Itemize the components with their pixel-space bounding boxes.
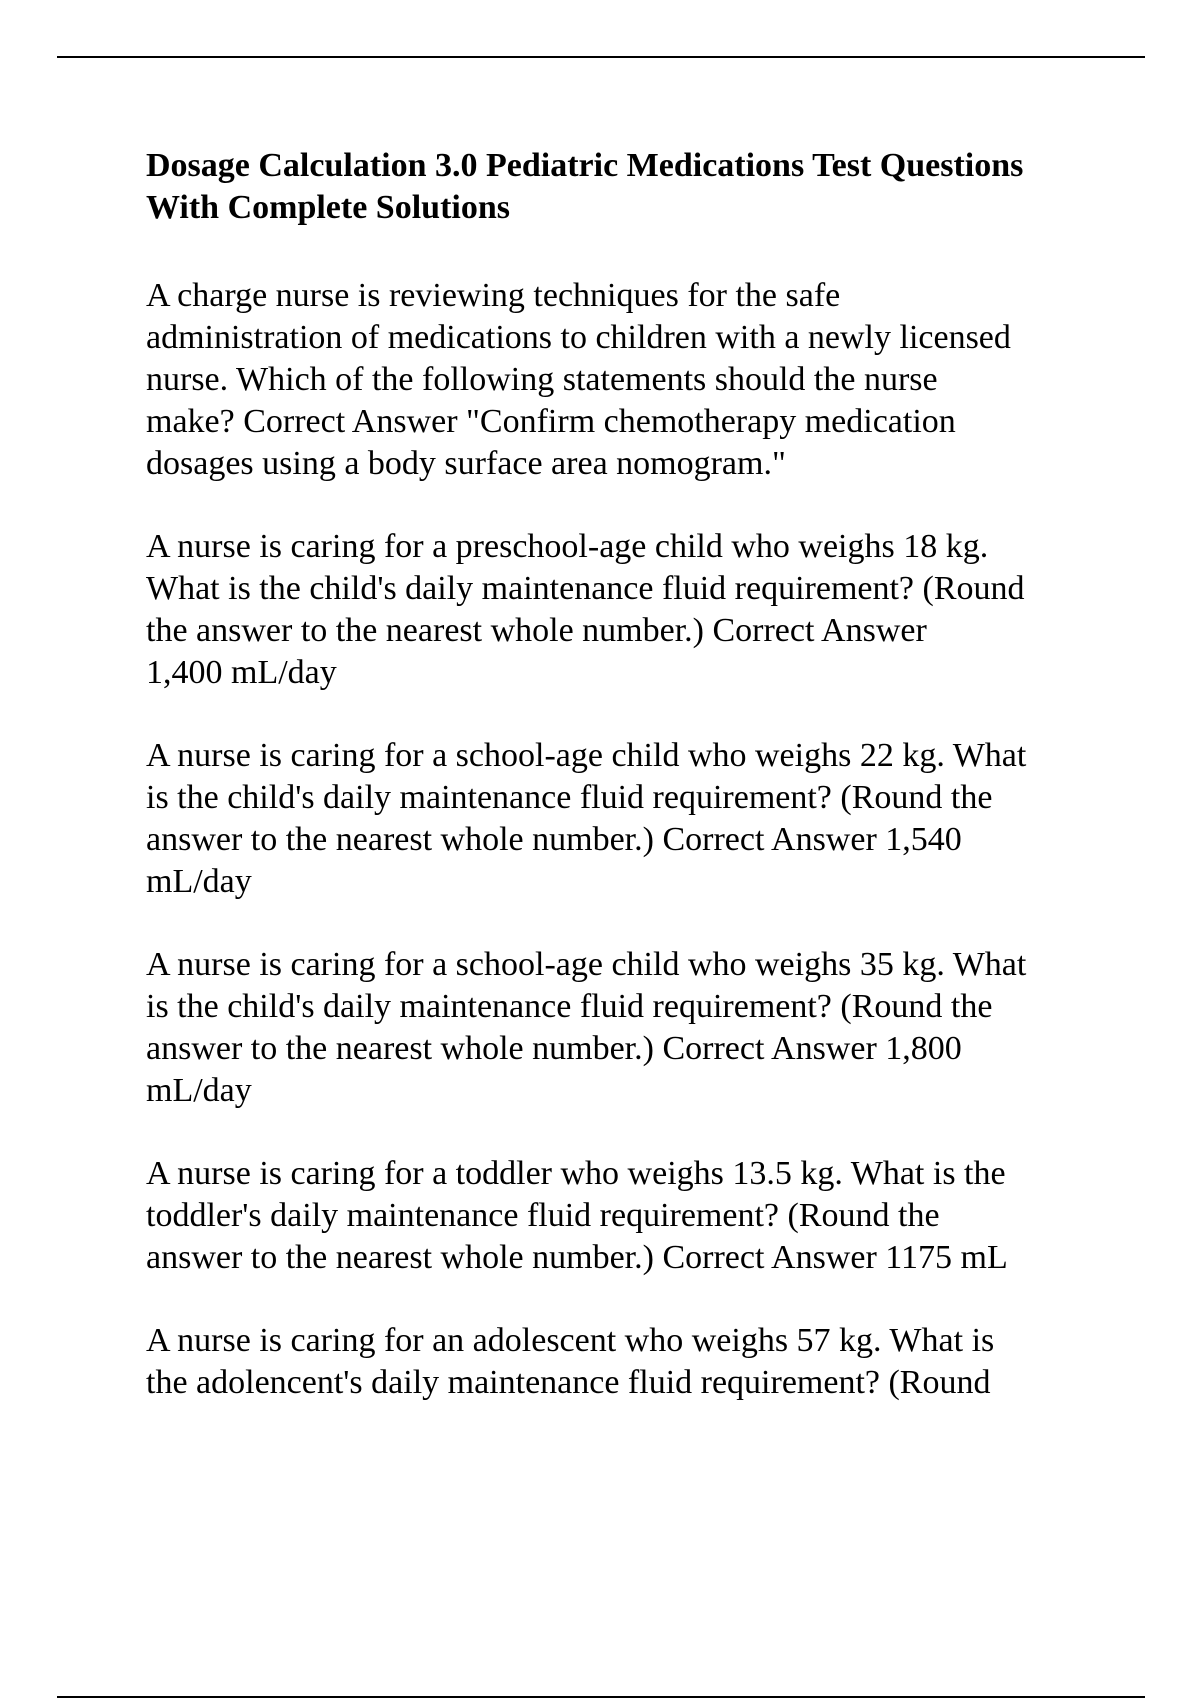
document-title: Dosage Calculation 3.0 Pediatric Medications Test Questions With Complete Solutions [146, 147, 1024, 226]
bottom-rule [57, 1696, 1145, 1698]
question-item-1: A charge nurse is reviewing techniques for the safe administration of medications to children with a newly licensed nurse. Which of the following statements should the nurse make? Correct Answer "Confirm chemotherapy medication dosages using a body surface area nomogram." [146, 277, 1011, 482]
question-item-4: A nurse is caring for a school-age child who weighs 35 kg. What is the child's daily maintenance fluid requirement? (Round the answer to the nearest whole number.) Correct Answer 1,800 mL/day [146, 946, 1027, 1109]
top-rule [57, 56, 1145, 58]
question-item-6: A nurse is caring for an adolescent who weighs 57 kg. What is the adolencent's daily maintenance fluid requirement? (Round [146, 1322, 995, 1401]
document-body [146, 145, 1096, 1445]
question-item-5: A nurse is caring for a toddler who weighs 13.5 kg. What is the toddler's daily maintenance fluid requirement? (Round the answer to the nearest whole number.) Correct Answer 1175 mL [146, 1155, 1008, 1276]
question-item-2: A nurse is caring for a preschool-age child who weighs 18 kg. What is the child's daily maintenance fluid requirement? (Round the answer to the nearest whole number.) Correct Answer 1,400 mL/day [146, 528, 1025, 691]
question-item-3: A nurse is caring for a school-age child who weighs 22 kg. What is the child's daily maintenance fluid requirement? (Round the answer to the nearest whole number.) Correct Answer 1,540 mL/day [146, 737, 1027, 900]
